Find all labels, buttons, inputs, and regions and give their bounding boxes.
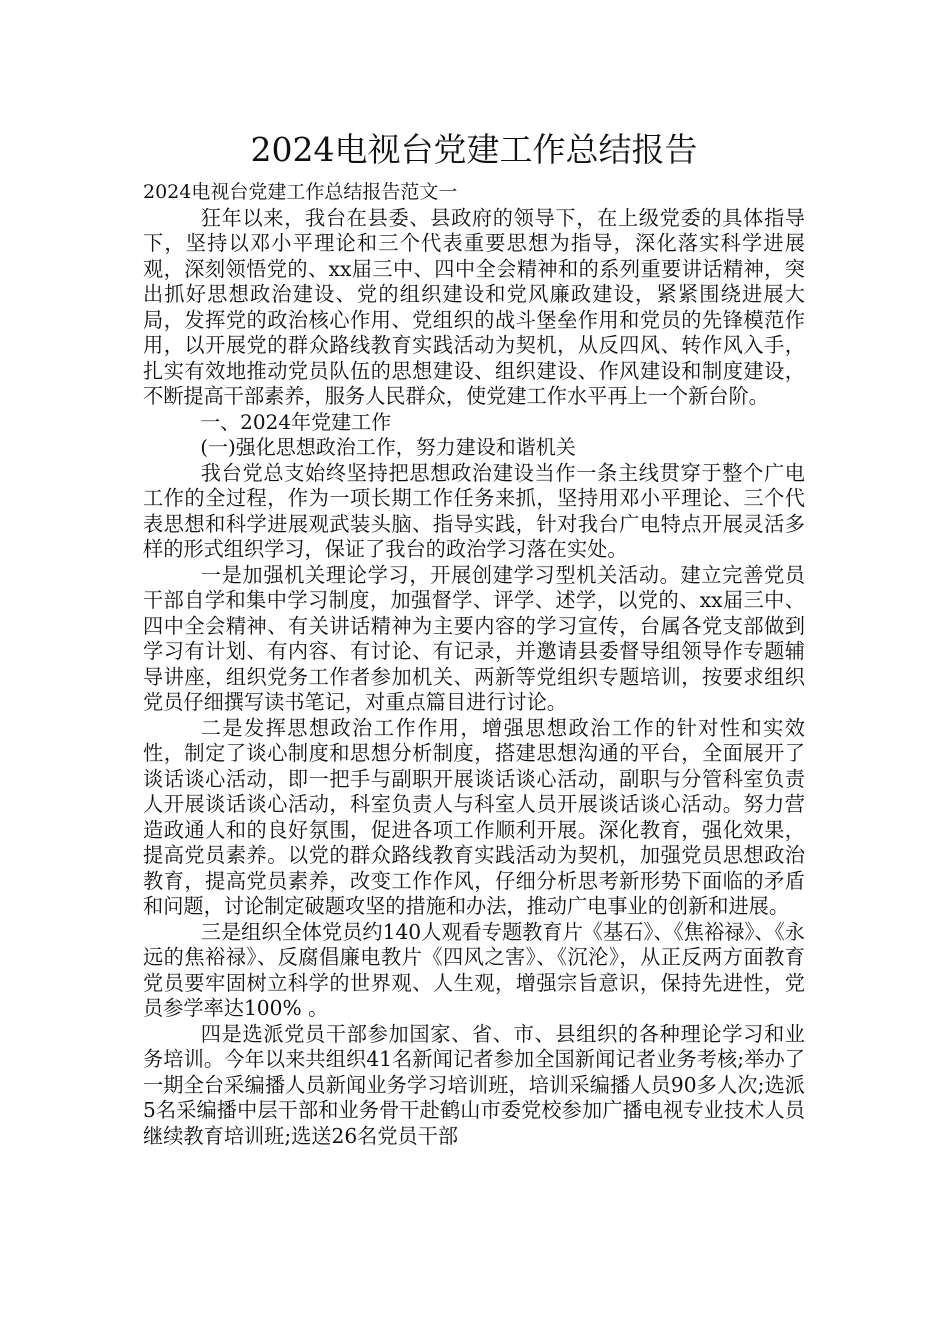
paragraph-point-four: 四是选派党员干部参加国家、省、市、县组织的各种理论学习和业务培训。今年以来共组织41名新闻记者参加全国新闻记者业务考核;举办了一期全台采编播人员新闻业务学习培训班，培训采编播人员90多人次;选派5名采编播中层干部和业务骨干赴鹤山市委党校参加广播电视专业技术人员继续教育培训班;选送26名党员干部	[143, 1021, 805, 1148]
document-page	[143, 128, 805, 1149]
paragraph-point-two: 二是发挥思想政治工作作用，增强思想政治工作的针对性和实效性，制定了谈心制度和思想分析制度，搭建思想沟通的平台，全面展开了谈话谈心活动，即一把手与副职开展谈话谈心活动，副职与分管科室负责人开展谈话谈心活动，科室负责人与科室人员开展谈话谈心活动。努力营造政通人和的良好氛围，促进各项工作顺利开展。深化教育，强化效果，提高党员素养。以党的群众路线教育实践活动为契机，加强党员思想政治教育，提高党员素养，改变工作作风，仔细分析思考新形势下面临的矛盾和问题，讨论制定破题攻坚的措施和办法，推动广电事业的创新和进展。	[143, 715, 805, 918]
paragraph-political-building: 我台党总支始终坚持把思想政治建设当作一条主线贯穿于整个广电工作的全过程，作为一项长期工作任务来抓，坚持用邓小平理论、三个代表思想和科学进展观武装头脑、指导实践，针对我台广电特点开展灵活多样的形式组织学习，保证了我台的政治学习落在实处。	[143, 460, 805, 561]
paragraph-point-one: 一是加强机关理论学习，开展创建学习型机关活动。建立完善党员干部自学和集中学习制度，加强督学、评学、述学，以党的、xx届三中、四中全会精神、有关讲话精神为主要内容的学习宣传，台属各党支部做到学习有计划、有内容、有讨论、有记录，并邀请县委督导组领导作专题辅导讲座，组织党务工作者参加机关、两新等党组织专题培训，按要求组织党员仔细撰写读书笔记，对重点篇目进行讨论。	[143, 562, 805, 714]
paragraph-point-three: 三是组织全体党员约140人观看专题教育片《基石》、《焦裕禄》、《永远的焦裕禄》、反腐倡廉电教片《四风之害》、《沉沦》，从正反两方面教育党员要牢固树立科学的世界观、人生观，增强宗旨意识，保持先进性，党员参学率达100% 。	[143, 919, 805, 1020]
document-subtitle: 2024电视台党建工作总结报告范文一	[143, 181, 458, 203]
document-title: 2024电视台党建工作总结报告	[250, 130, 698, 169]
section-heading-1: 一、2024年党建工作	[200, 409, 392, 434]
subsection-heading-1: (一)强化思想政治工作，努力建设和谐机关	[200, 435, 576, 459]
paragraph-intro: 狂年以来，我台在县委、县政府的领导下，在上级党委的具体指导下，坚持以邓小平理论和三个代表重要思想为指导，深化落实科学进展观，深刻领悟党的、xx届三中、四中全会精神和的系列重要讲话精神，突出抓好思想政治建设、党的组织建设和党风廉政建设，紧紧围绕进展大局，发挥党的政治核心作用、党组织的战斗堡垒作用和党员的先锋模范作用，以开展党的群众路线教育实践活动为契机，从反四风、转作风入手，扎实有效地推动党员队伍的思想建设、组织建设、作风建设和制度建设，不断提高干部素养，服务人民群众，使党建工作水平再上一个新台阶。	[143, 205, 805, 408]
